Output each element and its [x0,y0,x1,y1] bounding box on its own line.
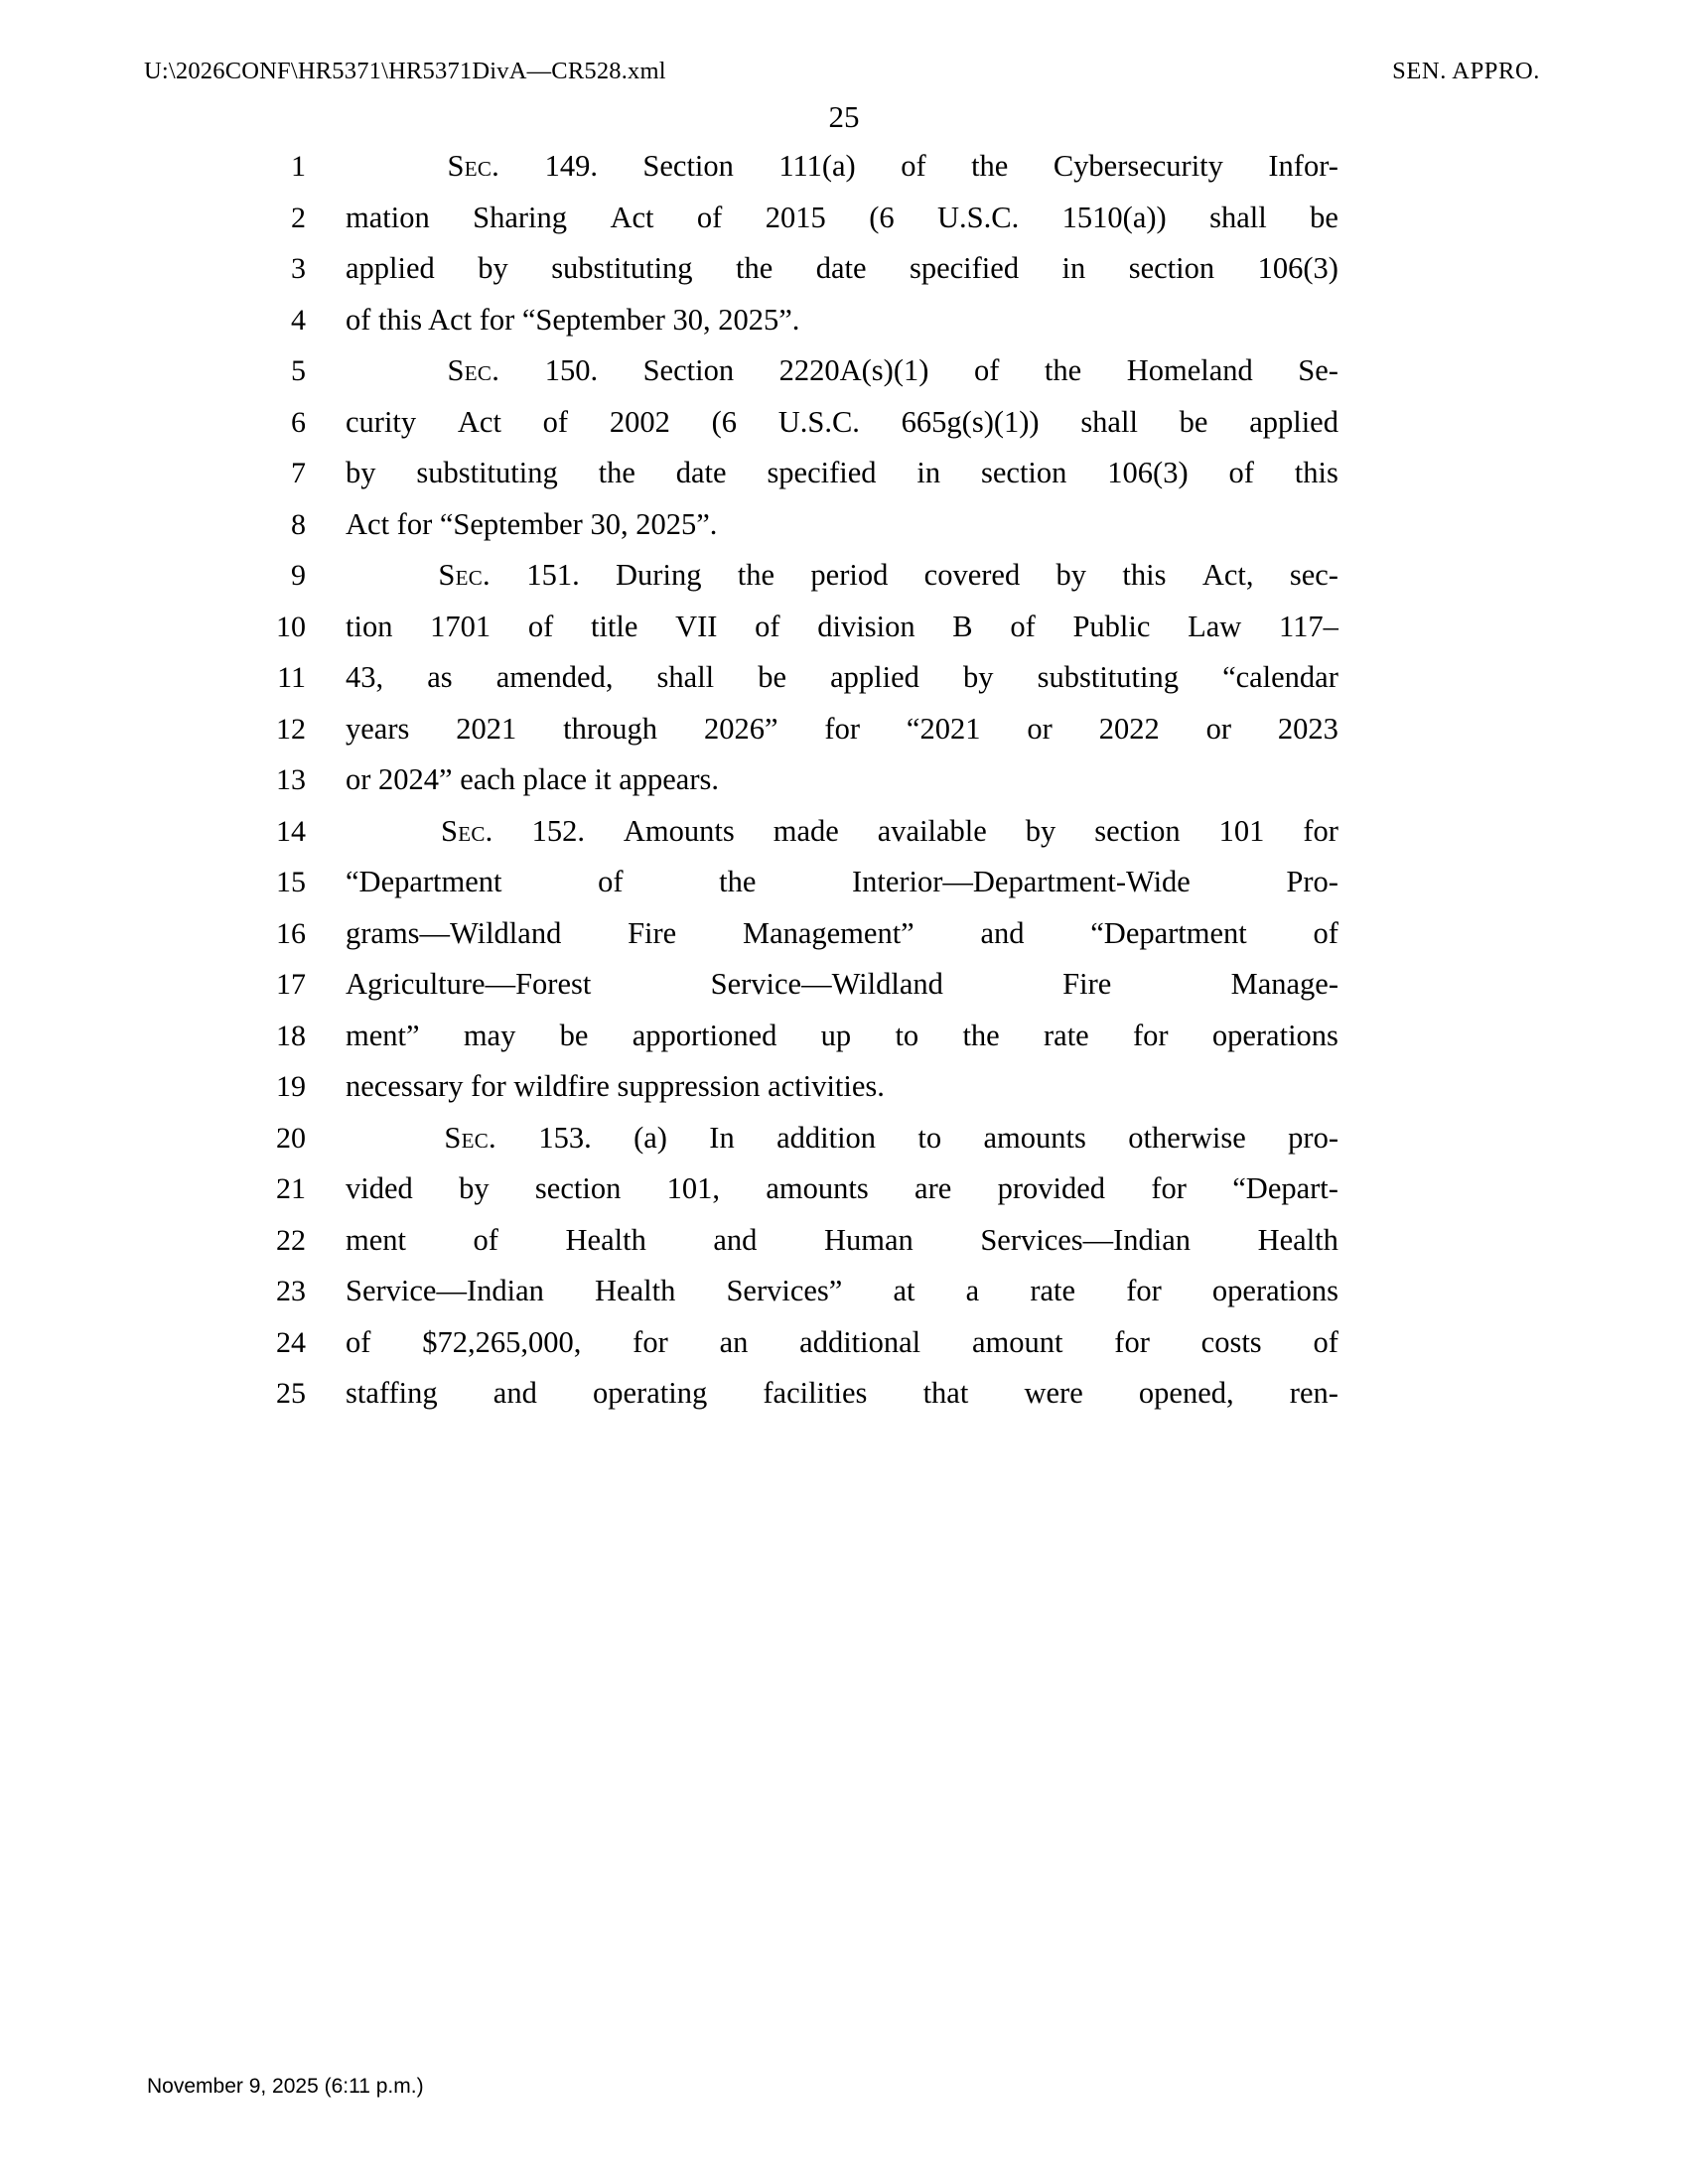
bill-line-text: tion 1701 of title VII of division B of Public Law 117– [346,609,1338,643]
bill-line-text: of this Act for “September 30, 2025”. [346,302,800,337]
source-file-path: U:\2026CONF\HR5371\HR5371DivA—CR528.xml [144,58,666,84]
bill-line [291,550,1338,602]
bill-line [276,1317,1338,1369]
line-number: 15 [276,866,306,898]
docket-label: SEN. APPRO. [1392,58,1540,84]
bill-line-text: Sec. 152. Amounts made available by section 101 for [346,806,1338,858]
bill-line [291,141,1338,193]
bill-line-text: or 2024” each place it appears. [346,762,719,796]
paragraph-indent [346,1113,402,1164]
line-number: 3 [291,252,306,285]
bill-line [291,397,1338,449]
bill-line [291,499,1338,551]
bill-line-text: years 2021 through 2026” for “2021 or 2022 or 2023 [346,711,1338,746]
paragraph-indent [346,141,402,193]
bill-line-text: by substituting the date specified in section 106(3) of this [346,456,1338,489]
bill-line-text: Agriculture—Forest Service—Wildland Fire Manage- [346,967,1338,1001]
bill-line [291,295,1338,346]
bill-line [276,1011,1338,1062]
bill-line-text: “Department of the Interior—Department-Wide Pro- [346,865,1338,898]
line-number: 20 [276,1121,306,1155]
bill-line [276,1163,1338,1215]
line-number: 6 [291,405,306,439]
paragraph-indent [346,550,402,602]
footer-timestamp: November 9, 2025 (6:11 p.m.) [147,2075,424,2098]
bill-line [291,345,1338,397]
paragraph-indent [346,806,402,858]
line-number: 17 [276,968,306,1001]
bill-line-text: necessary for wildfire suppression activities. [346,1069,885,1103]
section-marker: Sec. [444,1120,496,1155]
bill-line-text: staffing and operating facilities that were opened, ren- [346,1376,1338,1410]
bill-line-text: Service—Indian Health Services” at a rate for operations [346,1274,1338,1307]
line-number: 12 [276,712,306,746]
bill-line-text: Sec. 153. (a) In addition to amounts otherwise pro- [346,1113,1338,1164]
bill-line [276,908,1338,960]
section-marker: Sec. [447,149,500,183]
bill-line-text: vided by section 101, amounts are provided for “Depart- [346,1171,1338,1205]
line-number: 10 [276,610,306,643]
bill-line-text: of $72,265,000, for an additional amount for costs of [346,1324,1338,1359]
line-number: 22 [276,1223,306,1257]
bill-line [277,652,1338,704]
bill-line-text: applied by substituting the date specified in section 106(3) [346,251,1338,285]
line-number: 25 [276,1377,306,1410]
bill-line-text: Sec. 151. During the period covered by this Act, sec- [346,550,1338,602]
page-number: 25 [828,99,860,134]
bill-line [276,1113,1338,1164]
bill-text-body [276,141,1338,1420]
line-number: 2 [291,201,306,234]
line-number: 24 [276,1325,306,1359]
bill-line-text: Sec. 150. Section 2220A(s)(1) of the Homeland Se- [346,345,1338,397]
paragraph-indent [346,345,402,397]
line-number: 19 [276,1070,306,1103]
line-number: 18 [276,1019,306,1052]
bill-line [276,602,1338,653]
bill-line [276,1368,1338,1420]
line-number: 8 [291,507,306,541]
bill-line-text: Act for “September 30, 2025”. [346,506,718,541]
line-number: 16 [276,916,306,950]
bill-line [276,806,1338,858]
bill-line-text: Sec. 149. Section 111(a) of the Cybersecurity Infor- [346,141,1338,193]
line-number: 13 [276,763,306,796]
line-number: 4 [291,303,306,337]
line-number: 23 [276,1275,306,1307]
bill-line [276,704,1338,755]
bill-line [276,1061,1338,1113]
bill-line-text: ment” may be apportioned up to the rate for operations [346,1018,1338,1052]
bill-line [276,959,1338,1011]
bill-line [276,857,1338,908]
line-number: 5 [291,354,306,387]
bill-line-text: ment of Health and Human Services—Indian Health [346,1222,1338,1257]
bill-line-text: 43, as amended, shall be applied by substituting “calendar [346,660,1338,694]
bill-line [276,1215,1338,1267]
line-number: 1 [291,150,306,183]
section-marker: Sec. [438,558,491,592]
bill-line [276,754,1338,806]
bill-line-text: curity Act of 2002 (6 U.S.C. 665g(s)(1)) shall be applied [346,404,1338,439]
line-number: 11 [277,661,306,694]
bill-line [291,193,1338,244]
bill-line-text: mation Sharing Act of 2015 (6 U.S.C. 1510(a)) shall be [346,200,1338,234]
line-number: 9 [291,559,306,592]
bill-line [276,1266,1338,1317]
running-head [144,58,1544,85]
bill-line [291,448,1338,499]
line-number: 14 [276,814,306,848]
bill-line-text: grams—Wildland Fire Management” and “Department of [346,915,1338,950]
section-marker: Sec. [447,353,500,387]
line-number: 21 [276,1172,306,1205]
bill-line [291,243,1338,295]
section-marker: Sec. [440,813,493,848]
line-number: 7 [291,457,306,489]
